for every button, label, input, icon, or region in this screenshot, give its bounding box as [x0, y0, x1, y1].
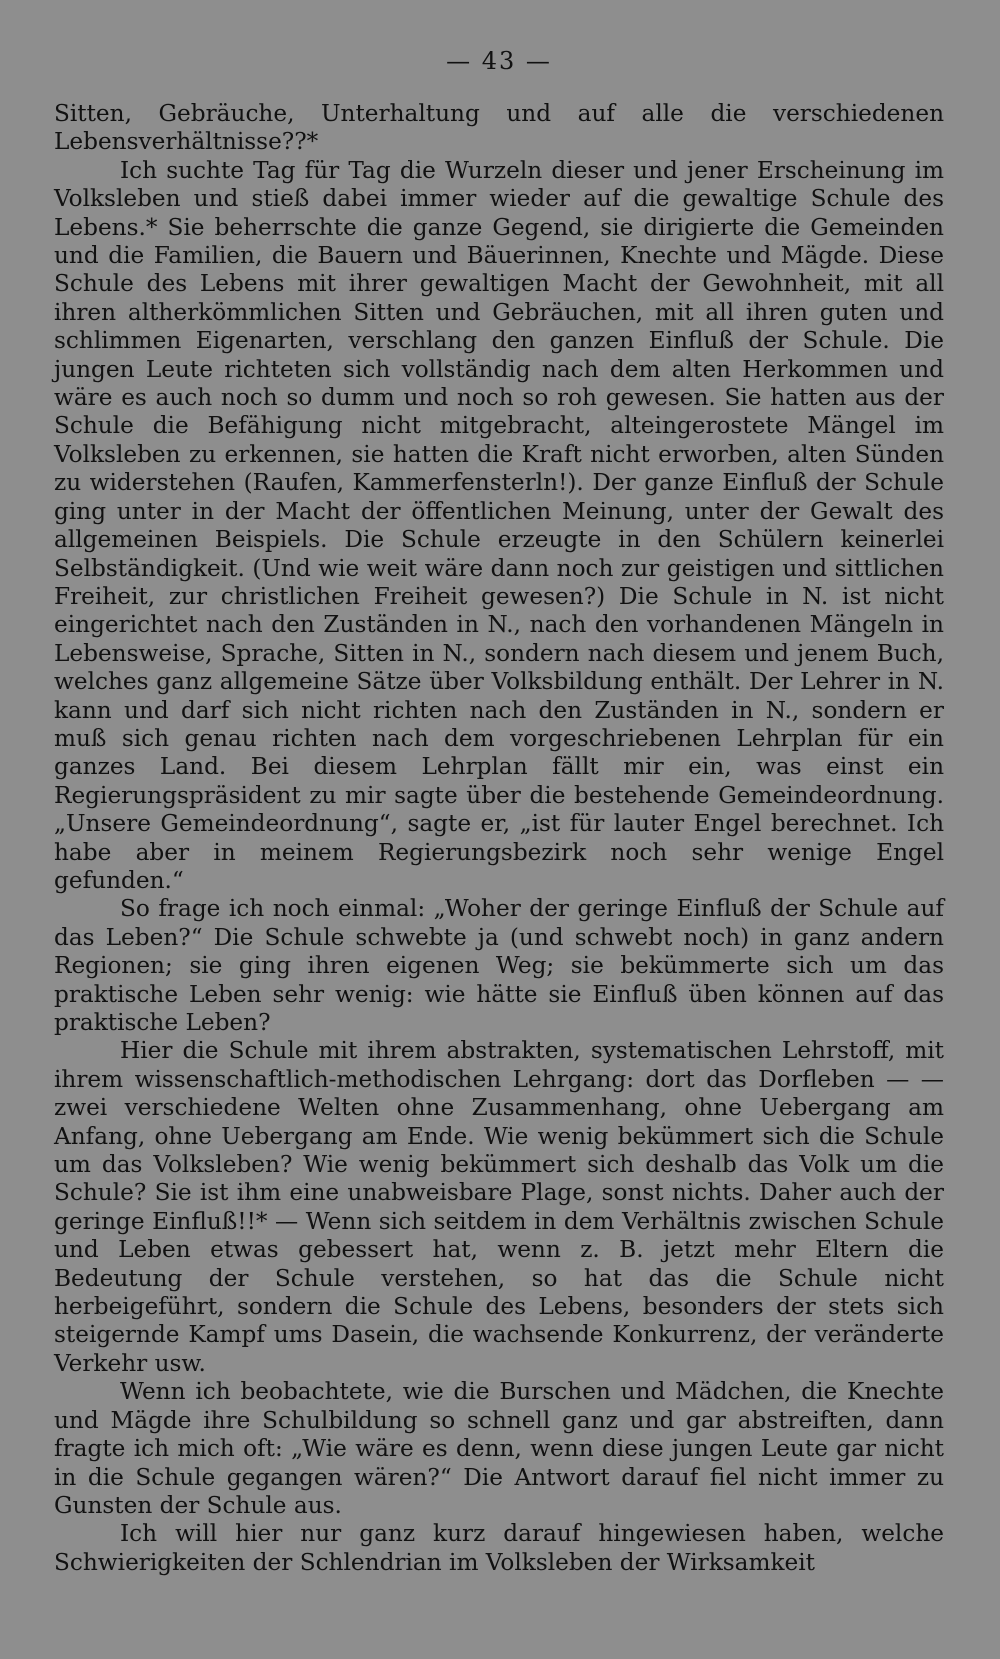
page-body — [54, 100, 944, 1577]
paragraph-5: Wenn ich beobachtete, wie die Burschen und Mädchen, die Knechte und Mägde ihre Schulbildung so schnell ganz und gar abstreiften, dann fragte ich mich oft: „Wie wäre es denn, wenn diese jungen Leute gar nicht in die Schule gegangen wären?“ Die Antwort darauf fiel nicht immer zu Gunsten der Schule aus. — [54, 1378, 944, 1519]
paragraph-4: Hier die Schule mit ihrem abstrakten, systematischen Lehrstoff, mit ihrem wissenschaftlich-methodischen Lehrgang: dort das Dorfleben — — zwei verschiedene Welten ohne Zusammenhang, ohne Uebergang am Anfang, ohne Uebergang am Ende. Wie wenig bekümmert sich die Schule um das Volksleben? Wie wenig bekümmert sich deshalb das Volk um die Schule? Sie ist ihm eine unabweisbare Plage, sonst nichts. Daher auch der geringe Einfluß!!* — Wenn sich seitdem in dem Verhältnis zwischen Schule und Leben etwas gebessert hat, wenn z. B. jetzt mehr Eltern die Bedeutung der Schule verstehen, so hat das die Schule nicht herbeigeführt, sondern die Schule des Lebens, besonders der stets sich steigernde Kampf ums Dasein, die wachsende Konkurrenz, der veränderte Verkehr usw. — [54, 1037, 944, 1377]
paragraph-2: Ich suchte Tag für Tag die Wurzeln dieser und jener Erscheinung im Volksleben und stieß dabei immer wieder auf die gewaltige Schule des Lebens.* Sie beherrschte die ganze Gegend, sie dirigierte die Gemeinden und die Familien, die Bauern und Bäuerinnen, Knechte und Mägde. Diese Schule des Lebens mit ihrer gewaltigen Macht der Gewohnheit, mit all ihren altherkömmlichen Sitten und Gebräuchen, mit all ihren guten und schlimmen Eigenarten, verschlang den ganzen Einfluß der Schule. Die jungen Leute richteten sich vollständig nach dem alten Herkommen und wäre es auch noch so dumm und noch so roh gewesen. Sie hatten aus der Schule die Befähigung nicht mitgebracht, alteingerostete Mängel im Volksleben zu erkennen, sie hatten die Kraft nicht erworben, alten Sünden zu widerstehen (Raufen, Kammerfensterln!). Der ganze Einfluß der Schule ging unter in der Macht der öffentlichen Meinung, unter der Gewalt des allgemeinen Beispiels. Die Schule erzeugte in den Schülern keinerlei Selbständigkeit. (Und wie weit wäre dann noch zur geistigen und sittlichen Freiheit, zur christlichen Freiheit gewesen?) Die Schule in N. ist nicht eingerichtet nach den Zuständen in N., nach den vorhandenen Mängeln in Lebensweise, Sprache, Sitten in N., sondern nach diesem und jenem Buch, welches ganz allgemeine Sätze über Volksbildung enthält. Der Lehrer in N. kann und darf sich nicht richten nach den Zuständen in N., sondern er muß sich genau richten nach dem vorgeschriebenen Lehrplan für ein ganzes Land. Bei diesem Lehrplan fällt mir ein, was einst ein Regierungspräsident zu mir sagte über die bestehende Gemeindeordnung. „Unsere Gemeindeordnung“, sagte er, „ist für lauter Engel berechnet. Ich habe aber in meinem Regierungsbezirk noch sehr wenige Engel gefunden.“ — [54, 156, 944, 894]
paragraph-1: Sitten, Gebräuche, Unterhaltung und auf alle die verschiedenen Lebensverhältnisse??* — [54, 100, 944, 156]
book-page — [54, 44, 944, 1644]
paragraph-6: Ich will hier nur ganz kurz darauf hingewiesen haben, welche Schwierigkeiten der Schlendrian im Volksleben der Wirksamkeit — [54, 1520, 944, 1576]
page-number: — 43 — — [446, 47, 552, 75]
paragraph-3: So frage ich noch einmal: „Woher der geringe Einfluß der Schule auf das Leben?“ Die Schule schwebte ja (und schwebt noch) in ganz andern Regionen; sie ging ihren eigenen Weg; sie bekümmerte sich um das praktische Leben sehr wenig: wie hätte sie Einfluß üben können auf das praktische Leben? — [54, 895, 944, 1036]
